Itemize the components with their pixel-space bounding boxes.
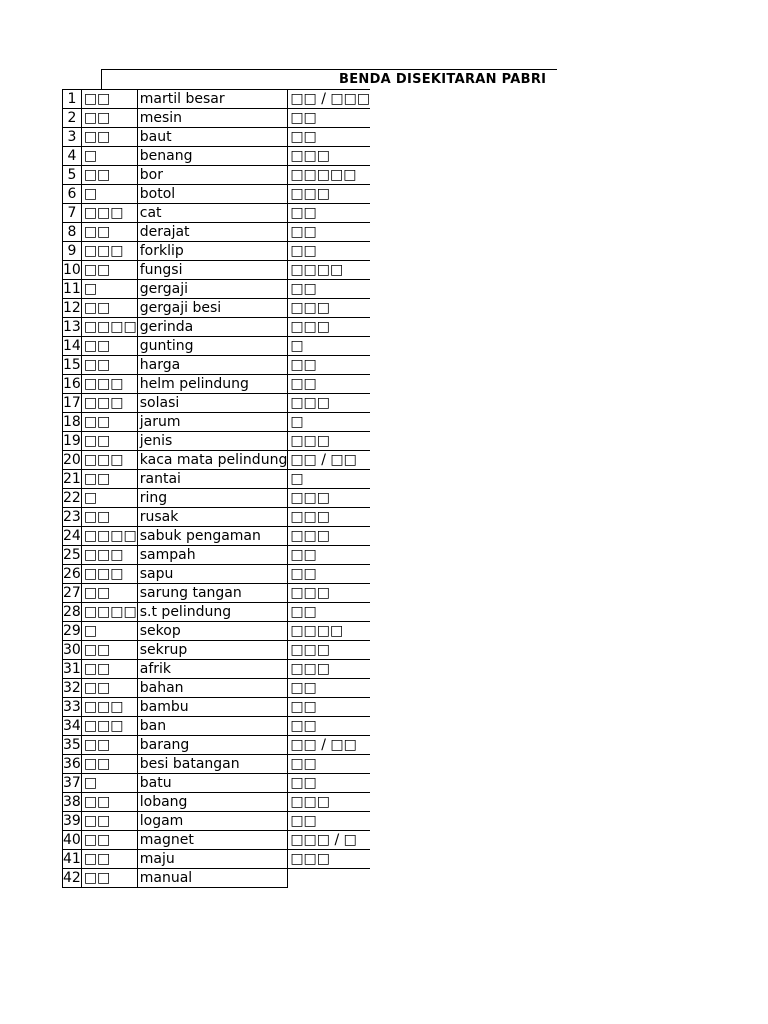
indonesian-term-cell: gergaji besi bbox=[137, 299, 288, 318]
table-row bbox=[63, 679, 371, 698]
indonesian-term-cell: solasi bbox=[137, 394, 288, 413]
japanese-term-cell: □□ bbox=[81, 109, 137, 128]
japanese-term-cell: □□ bbox=[81, 679, 137, 698]
row-number-cell: 18 bbox=[63, 414, 81, 430]
row-number-cell: 21 bbox=[63, 471, 81, 487]
row-number-cell: 13 bbox=[63, 319, 81, 335]
japanese-term-cell: □□ bbox=[81, 584, 137, 603]
row-number-cell: 23 bbox=[63, 509, 81, 525]
japanese-term-cell: □□ bbox=[81, 470, 137, 489]
row-number-cell: 14 bbox=[63, 338, 81, 354]
table-row bbox=[63, 147, 371, 166]
indonesian-term-cell: jenis bbox=[137, 432, 288, 451]
row-number-cell: 35 bbox=[63, 737, 81, 753]
reading-cell: □□ bbox=[288, 356, 370, 375]
table-row bbox=[63, 641, 371, 660]
row-number-cell: 30 bbox=[63, 642, 81, 658]
reading-cell: □□ bbox=[288, 546, 370, 565]
table-row bbox=[63, 299, 371, 318]
row-number-cell: 40 bbox=[63, 832, 81, 848]
japanese-term-cell: □□ bbox=[81, 166, 137, 185]
row-number-cell: 5 bbox=[63, 166, 82, 185]
japanese-term-cell: □□ bbox=[81, 793, 137, 812]
table-row bbox=[63, 869, 371, 888]
table-row bbox=[63, 489, 371, 508]
table-row bbox=[63, 413, 371, 432]
reading-cell: □□ bbox=[288, 603, 370, 622]
reading-cell: □□ / □□ bbox=[288, 451, 370, 470]
table-row bbox=[63, 432, 371, 451]
table-row bbox=[63, 166, 371, 185]
japanese-term-cell: □□ bbox=[81, 128, 137, 147]
reading-cell: □□□ bbox=[288, 793, 370, 812]
indonesian-term-cell: helm pelindung bbox=[137, 375, 288, 394]
row-number-cell: 34 bbox=[63, 718, 81, 734]
reading-cell: □□□□ bbox=[288, 622, 370, 641]
indonesian-term-cell: bambu bbox=[137, 698, 288, 717]
table-row bbox=[63, 660, 371, 679]
row-number-cell: 6 bbox=[63, 185, 82, 204]
table-row bbox=[63, 831, 371, 850]
indonesian-term-cell: batu bbox=[137, 774, 288, 793]
reading-cell: □□□□ bbox=[288, 261, 370, 280]
japanese-term-cell: □□ bbox=[81, 660, 137, 679]
table-row bbox=[63, 622, 371, 641]
indonesian-term-cell: cat bbox=[137, 204, 288, 223]
reading-cell: □□□ bbox=[288, 641, 370, 660]
reading-cell: □□□ bbox=[288, 394, 370, 413]
japanese-term-cell: □□ bbox=[81, 812, 137, 831]
table-row bbox=[63, 793, 371, 812]
row-number-cell: 3 bbox=[63, 128, 82, 147]
japanese-term-cell: □□ bbox=[81, 261, 137, 280]
reading-cell: □□ / □□ bbox=[288, 736, 370, 755]
table-row bbox=[63, 774, 371, 793]
reading-cell: □□□ bbox=[288, 527, 370, 546]
indonesian-term-cell: magnet bbox=[137, 831, 288, 850]
indonesian-term-cell: s.t pelindung bbox=[137, 603, 288, 622]
table-row bbox=[63, 546, 371, 565]
indonesian-term-cell: maju bbox=[137, 850, 288, 869]
reading-cell bbox=[288, 869, 370, 888]
table-row bbox=[63, 242, 371, 261]
row-number-cell: 42 bbox=[63, 870, 81, 886]
indonesian-term-cell: kaca mata pelindung bbox=[137, 451, 288, 470]
reading-cell: □□□ bbox=[288, 318, 370, 337]
table-row bbox=[63, 261, 371, 280]
row-number-cell: 10 bbox=[63, 262, 81, 278]
table-row bbox=[63, 223, 371, 242]
table-row bbox=[63, 185, 371, 204]
vocabulary-table-body bbox=[63, 90, 371, 888]
table-row bbox=[63, 698, 371, 717]
row-number-cell: 4 bbox=[63, 147, 82, 166]
row-number-cell: 41 bbox=[63, 851, 81, 867]
reading-cell: □□□ bbox=[288, 147, 370, 166]
reading-cell: □ bbox=[288, 470, 370, 489]
indonesian-term-cell: sapu bbox=[137, 565, 288, 584]
reading-cell: □□□ bbox=[288, 432, 370, 451]
table-row bbox=[63, 812, 371, 831]
vocabulary-table bbox=[62, 89, 370, 888]
indonesian-term-cell: sekrup bbox=[137, 641, 288, 660]
reading-cell: □□ bbox=[288, 812, 370, 831]
table-row bbox=[63, 109, 371, 128]
row-number-cell: 24 bbox=[63, 528, 81, 544]
row-number-cell: 7 bbox=[63, 204, 82, 223]
table-row bbox=[63, 394, 371, 413]
japanese-term-cell: □□ bbox=[81, 869, 137, 888]
indonesian-term-cell: sampah bbox=[137, 546, 288, 565]
title-clip bbox=[62, 69, 557, 89]
table-row bbox=[63, 204, 371, 223]
row-number-cell: 29 bbox=[63, 623, 81, 639]
japanese-term-cell: □□□ bbox=[81, 717, 137, 736]
japanese-term-cell: □□□ bbox=[81, 546, 137, 565]
reading-cell: □□ bbox=[288, 280, 370, 299]
indonesian-term-cell: fungsi bbox=[137, 261, 288, 280]
japanese-term-cell: □□ bbox=[81, 413, 137, 432]
indonesian-term-cell: lobang bbox=[137, 793, 288, 812]
japanese-term-cell: □□□ bbox=[81, 242, 137, 261]
row-number-cell: 36 bbox=[63, 756, 81, 772]
indonesian-term-cell: logam bbox=[137, 812, 288, 831]
indonesian-term-cell: gergaji bbox=[137, 280, 288, 299]
japanese-term-cell: □□ bbox=[81, 736, 137, 755]
japanese-term-cell: □ bbox=[81, 147, 137, 166]
row-number-cell: 25 bbox=[63, 547, 81, 563]
table-row bbox=[63, 356, 371, 375]
indonesian-term-cell: benang bbox=[137, 147, 288, 166]
japanese-term-cell: □□□□ bbox=[81, 603, 137, 622]
table-row bbox=[63, 527, 371, 546]
indonesian-term-cell: afrik bbox=[137, 660, 288, 679]
japanese-term-cell: □ bbox=[81, 185, 137, 204]
japanese-term-cell: □□ bbox=[81, 831, 137, 850]
reading-cell: □□ bbox=[288, 774, 370, 793]
japanese-term-cell: □□ bbox=[81, 90, 137, 109]
reading-cell: □□ bbox=[288, 223, 370, 242]
indonesian-term-cell: besi batangan bbox=[137, 755, 288, 774]
indonesian-term-cell: martil besar bbox=[137, 90, 288, 109]
table-row bbox=[63, 375, 371, 394]
reading-cell: □□□ bbox=[288, 489, 370, 508]
indonesian-term-cell: harga bbox=[137, 356, 288, 375]
row-number-cell: 2 bbox=[63, 109, 82, 128]
table-row bbox=[63, 717, 371, 736]
indonesian-term-cell: bahan bbox=[137, 679, 288, 698]
japanese-term-cell: □□□ bbox=[81, 394, 137, 413]
japanese-term-cell: □□□ bbox=[81, 451, 137, 470]
row-number-cell: 31 bbox=[63, 661, 81, 677]
title-row bbox=[101, 69, 557, 89]
row-number-cell: 1 bbox=[63, 90, 82, 109]
reading-cell: □ bbox=[288, 337, 370, 356]
indonesian-term-cell: sabuk pengaman bbox=[137, 527, 288, 546]
japanese-term-cell: □□□ bbox=[81, 698, 137, 717]
table-row bbox=[63, 280, 371, 299]
table-row bbox=[63, 736, 371, 755]
row-number-cell: 15 bbox=[63, 357, 81, 373]
japanese-term-cell: □□ bbox=[81, 223, 137, 242]
japanese-term-cell: □ bbox=[81, 280, 137, 299]
japanese-term-cell: □□□ bbox=[81, 375, 137, 394]
sheet-title: BENDA DISEKITARAN PABRI bbox=[339, 72, 547, 87]
indonesian-term-cell: sekop bbox=[137, 622, 288, 641]
reading-cell: □□ bbox=[288, 679, 370, 698]
indonesian-term-cell: manual bbox=[137, 869, 288, 888]
indonesian-term-cell: baut bbox=[137, 128, 288, 147]
row-number-cell: 20 bbox=[63, 452, 81, 468]
table-row bbox=[63, 603, 371, 622]
japanese-term-cell: □ bbox=[81, 774, 137, 793]
indonesian-term-cell: barang bbox=[137, 736, 288, 755]
indonesian-term-cell: derajat bbox=[137, 223, 288, 242]
reading-cell: □ bbox=[288, 413, 370, 432]
row-number-cell: 32 bbox=[63, 680, 81, 696]
japanese-term-cell: □□ bbox=[81, 755, 137, 774]
row-number-cell: 27 bbox=[63, 585, 81, 601]
japanese-term-cell: □ bbox=[81, 489, 137, 508]
row-number-cell: 11 bbox=[63, 281, 81, 297]
japanese-term-cell: □□ bbox=[81, 432, 137, 451]
japanese-term-cell: □□ bbox=[81, 850, 137, 869]
japanese-term-cell: □□ bbox=[81, 299, 137, 318]
reading-cell: □□□ / □ bbox=[288, 831, 370, 850]
indonesian-term-cell: ban bbox=[137, 717, 288, 736]
japanese-term-cell: □□ bbox=[81, 641, 137, 660]
table-row bbox=[63, 565, 371, 584]
indonesian-term-cell: bor bbox=[137, 166, 288, 185]
reading-cell: □□ bbox=[288, 109, 370, 128]
reading-cell: □□ bbox=[288, 698, 370, 717]
row-number-cell: 19 bbox=[63, 433, 81, 449]
table-row bbox=[63, 318, 371, 337]
japanese-term-cell: □□□ bbox=[81, 565, 137, 584]
table-row bbox=[63, 337, 371, 356]
japanese-term-cell: □□ bbox=[81, 356, 137, 375]
reading-cell: □□ bbox=[288, 717, 370, 736]
japanese-term-cell: □□ bbox=[81, 508, 137, 527]
row-number-cell: 28 bbox=[63, 604, 81, 620]
row-number-cell: 12 bbox=[63, 300, 81, 316]
row-number-cell: 16 bbox=[63, 376, 81, 392]
table-row bbox=[63, 90, 371, 109]
indonesian-term-cell: gerinda bbox=[137, 318, 288, 337]
indonesian-term-cell: ring bbox=[137, 489, 288, 508]
reading-cell: □□ bbox=[288, 128, 370, 147]
indonesian-term-cell: botol bbox=[137, 185, 288, 204]
reading-cell: □□ bbox=[288, 204, 370, 223]
japanese-term-cell: □□□□ bbox=[81, 318, 137, 337]
japanese-term-cell: □□ bbox=[81, 337, 137, 356]
reading-cell: □□ / □□□ bbox=[288, 90, 370, 109]
japanese-term-cell: □□□ bbox=[81, 204, 137, 223]
table-row bbox=[63, 850, 371, 869]
row-number-cell: 38 bbox=[63, 794, 81, 810]
japanese-term-cell: □□□□ bbox=[81, 527, 137, 546]
indonesian-term-cell: sarung tangan bbox=[137, 584, 288, 603]
reading-cell: □□□ bbox=[288, 850, 370, 869]
reading-cell: □□ bbox=[288, 375, 370, 394]
table-row bbox=[63, 584, 371, 603]
row-number-cell: 39 bbox=[63, 813, 81, 829]
indonesian-term-cell: gunting bbox=[137, 337, 288, 356]
table-row bbox=[63, 508, 371, 527]
reading-cell: □□□□□ bbox=[288, 166, 370, 185]
row-number-cell: 33 bbox=[63, 699, 81, 715]
reading-cell: □□ bbox=[288, 565, 370, 584]
indonesian-term-cell: rantai bbox=[137, 470, 288, 489]
row-number-cell: 26 bbox=[63, 566, 81, 582]
japanese-term-cell: □ bbox=[81, 622, 137, 641]
reading-cell: □□□ bbox=[288, 508, 370, 527]
reading-cell: □□□ bbox=[288, 584, 370, 603]
reading-cell: □□□ bbox=[288, 185, 370, 204]
table-row bbox=[63, 128, 371, 147]
indonesian-term-cell: jarum bbox=[137, 413, 288, 432]
indonesian-term-cell: mesin bbox=[137, 109, 288, 128]
row-number-cell: 9 bbox=[63, 242, 82, 261]
reading-cell: □□ bbox=[288, 755, 370, 774]
reading-cell: □□□ bbox=[288, 660, 370, 679]
row-number-cell: 22 bbox=[63, 490, 81, 506]
indonesian-term-cell: forklip bbox=[137, 242, 288, 261]
row-number-cell: 8 bbox=[63, 223, 82, 242]
reading-cell: □□ bbox=[288, 242, 370, 261]
indonesian-term-cell: rusak bbox=[137, 508, 288, 527]
table-row bbox=[63, 470, 371, 489]
row-number-cell: 17 bbox=[63, 395, 81, 411]
row-number-cell: 37 bbox=[63, 775, 81, 791]
table-row bbox=[63, 755, 371, 774]
table-row bbox=[63, 451, 371, 470]
reading-cell: □□□ bbox=[288, 299, 370, 318]
